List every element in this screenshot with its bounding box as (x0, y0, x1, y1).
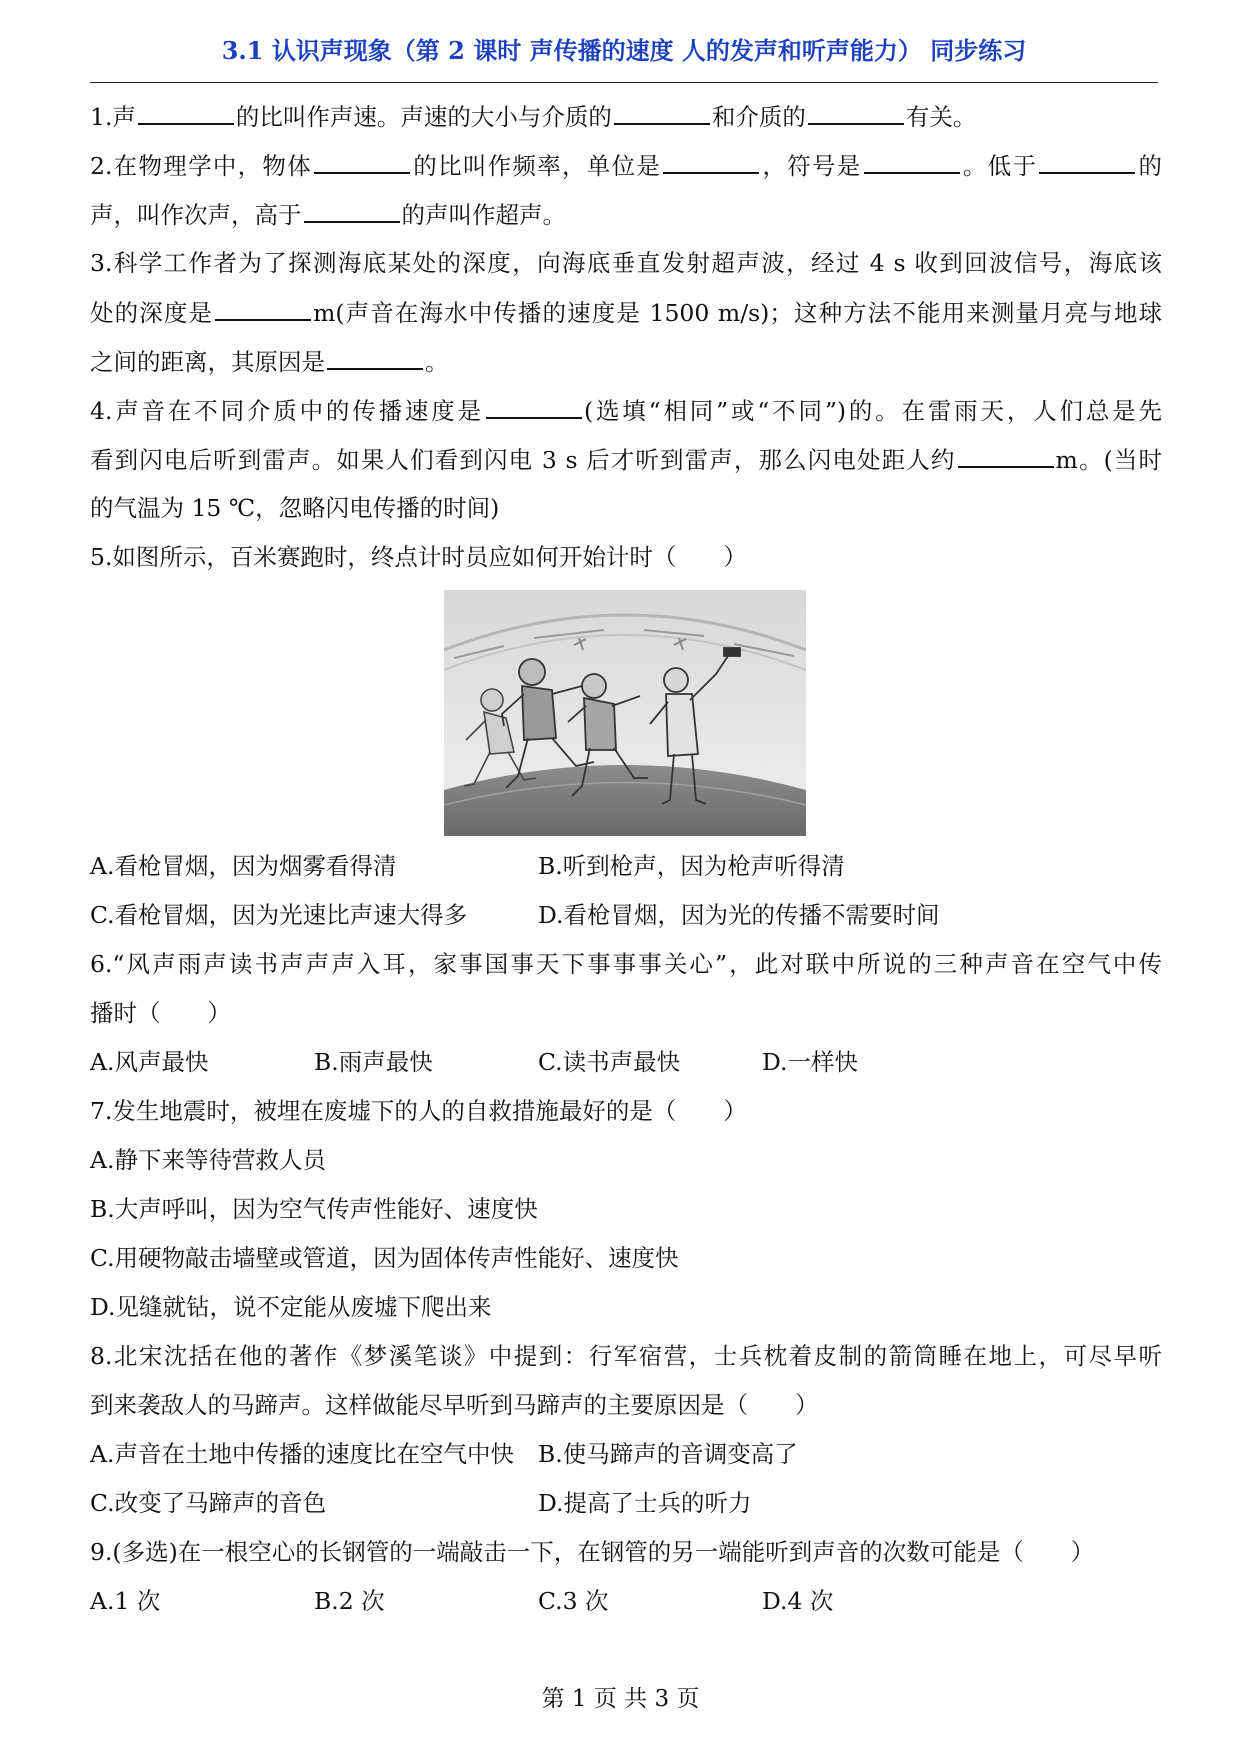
answer-blank[interactable] (614, 92, 710, 125)
q4-text-d: m。(当时 (1055, 446, 1162, 474)
option-d[interactable]: D.看枪冒烟，因为光的传播不需要时间 (538, 901, 940, 929)
figure-container (90, 582, 1162, 842)
option-c[interactable]: C.看枪冒烟，因为光速比声速大得多 (90, 901, 468, 929)
option-d[interactable]: D.4 次 (762, 1587, 834, 1615)
q1-text-c: 和介质的 (711, 103, 806, 131)
option-c[interactable]: C.用硬物敲击墙壁或管道，因为固体传声性能好、速度快 (90, 1244, 679, 1272)
option-a[interactable]: A.看枪冒烟，因为烟雾看得清 (90, 852, 397, 880)
option-d[interactable]: D.提高了士兵的听力 (538, 1489, 752, 1517)
q4-text-a: 4.声音在不同介质中的传播速度是 (90, 397, 484, 425)
answer-blank[interactable] (314, 141, 410, 174)
question-9-options (90, 1577, 1162, 1626)
page-number: 第 1 页 共 3 页 (541, 1686, 700, 1712)
question-4-line-1 (90, 386, 1162, 435)
answer-blank[interactable] (138, 92, 234, 125)
q2-text-a: 2.在物理学中，物体 (90, 152, 312, 180)
option-c[interactable]: C.改变了马蹄声的音色 (90, 1489, 327, 1517)
answer-blank[interactable] (486, 386, 582, 419)
question-1 (90, 92, 1162, 141)
q2-text-f: 声，叫作次声，高于 (90, 201, 302, 229)
question-8-options-row-2 (90, 1479, 1162, 1528)
q1-text-a: 1.声 (90, 103, 136, 131)
option-b[interactable]: B.听到枪声，因为枪声听得清 (538, 852, 845, 880)
q1-text-b: 的比叫作声速。声速的大小与介质的 (235, 103, 612, 131)
option-c[interactable]: C.读书声最快 (538, 1048, 681, 1076)
answer-blank[interactable] (663, 141, 759, 174)
option-b[interactable]: B.大声呼叫，因为空气传声性能好、速度快 (90, 1195, 538, 1223)
option-a[interactable]: A.静下来等待营救人员 (90, 1146, 326, 1174)
answer-blank[interactable] (1039, 141, 1135, 174)
q2-text-d: 。低于 (961, 152, 1038, 180)
answer-blank[interactable] (958, 435, 1054, 468)
q2-text-c: ，符号是 (761, 152, 862, 180)
question-2-line-1 (90, 141, 1162, 190)
question-5-options-row-1 (90, 842, 1162, 891)
q3-text-b: m(声音在海水中传播的速度是 1500 m/s)；这种方法不能用来测量月亮与地球 (313, 299, 1162, 327)
question-5-options-row-2 (90, 891, 1162, 940)
answer-blank[interactable] (864, 141, 960, 174)
question-4-line-2 (90, 435, 1162, 484)
option-a[interactable]: A.风声最快 (90, 1048, 209, 1076)
q3-text-a: 处的深度是 (90, 299, 214, 327)
question-3-line-2 (90, 288, 1162, 337)
question-6-line-1: 6.“风声雨声读书声声声入耳，家事国事天下事事事关心”，此对联中所说的三种声音在空气中传 (90, 950, 1162, 978)
q4-text-b: (选填“相同”或“不同”)的。在雷雨天，人们总是先 (583, 397, 1162, 425)
answer-blank[interactable] (808, 92, 904, 125)
option-c[interactable]: C.3 次 (538, 1587, 609, 1615)
question-4-line-3: 的气温为 15 ℃，忽略闪电传播的时间) (90, 494, 500, 522)
question-2-line-2 (90, 190, 1162, 239)
q3-text-c: 之间的距离，其原因是 (90, 348, 325, 376)
option-d[interactable]: D.见缝就钻，说不定能从废墟下爬出来 (90, 1293, 492, 1321)
option-d[interactable]: D.一样快 (762, 1048, 858, 1076)
q2-text-g: 的声叫作超声。 (401, 201, 566, 229)
question-8-line-2: 到来袭敌人的马蹄声。这样做能尽早听到马蹄声的主要原因是（ ） (90, 1391, 819, 1419)
sprint-race-illustration (444, 590, 806, 836)
q3-text-d: 。 (425, 348, 449, 376)
question-3-line-3 (90, 337, 1162, 386)
option-b[interactable]: B.使马蹄声的音调变高了 (538, 1440, 798, 1468)
q1-text-d: 有关。 (905, 103, 977, 131)
answer-blank[interactable] (215, 288, 311, 321)
answer-blank[interactable] (327, 337, 423, 370)
q4-text-c: 看到闪电后听到雷声。如果人们看到闪电 3 s 后才听到雷声，那么闪电处距人约 (90, 446, 956, 474)
question-6-options (90, 1038, 1162, 1087)
option-a[interactable]: A.声音在土地中传播的速度比在空气中快 (90, 1440, 514, 1468)
question-9-stem: 9.(多选)在一根空心的长钢管的一端敲击一下，在钢管的另一端能听到声音的次数可能是（ ） (90, 1538, 1095, 1566)
header-rule (90, 82, 1158, 83)
question-3-line-1: 3.科学工作者为了探测海底某处的深度，向海底垂直发射超声波，经过 4 s 收到回波信号，海底该 (90, 249, 1162, 277)
option-b[interactable]: B.2 次 (314, 1587, 385, 1615)
q2-text-e: 的 (1137, 152, 1162, 180)
answer-blank[interactable] (304, 190, 400, 223)
question-8-options-row-1 (90, 1430, 1162, 1479)
q2-text-b: 的比叫作频率，单位是 (412, 152, 662, 180)
question-5-stem: 5.如图所示，百米赛跑时，终点计时员应如何开始计时（ ） (90, 543, 747, 571)
question-list (90, 92, 1162, 1626)
question-8-line-1: 8.北宋沈括在他的著作《梦溪笔谈》中提到：行军宿营，士兵枕着皮制的箭筒睡在地上，可尽早听 (90, 1342, 1162, 1370)
option-b[interactable]: B.雨声最快 (314, 1048, 433, 1076)
page-title: 3.1 认识声现象（第 2 课时 声传播的速度 人的发声和听声能力） 同步练习 (221, 36, 1027, 65)
question-7-stem: 7.发生地震时，被埋在废墟下的人的自救措施最好的是（ ） (90, 1097, 747, 1125)
question-6-line-2: 播时（ ） (90, 999, 231, 1027)
option-a[interactable]: A.1 次 (90, 1587, 161, 1615)
